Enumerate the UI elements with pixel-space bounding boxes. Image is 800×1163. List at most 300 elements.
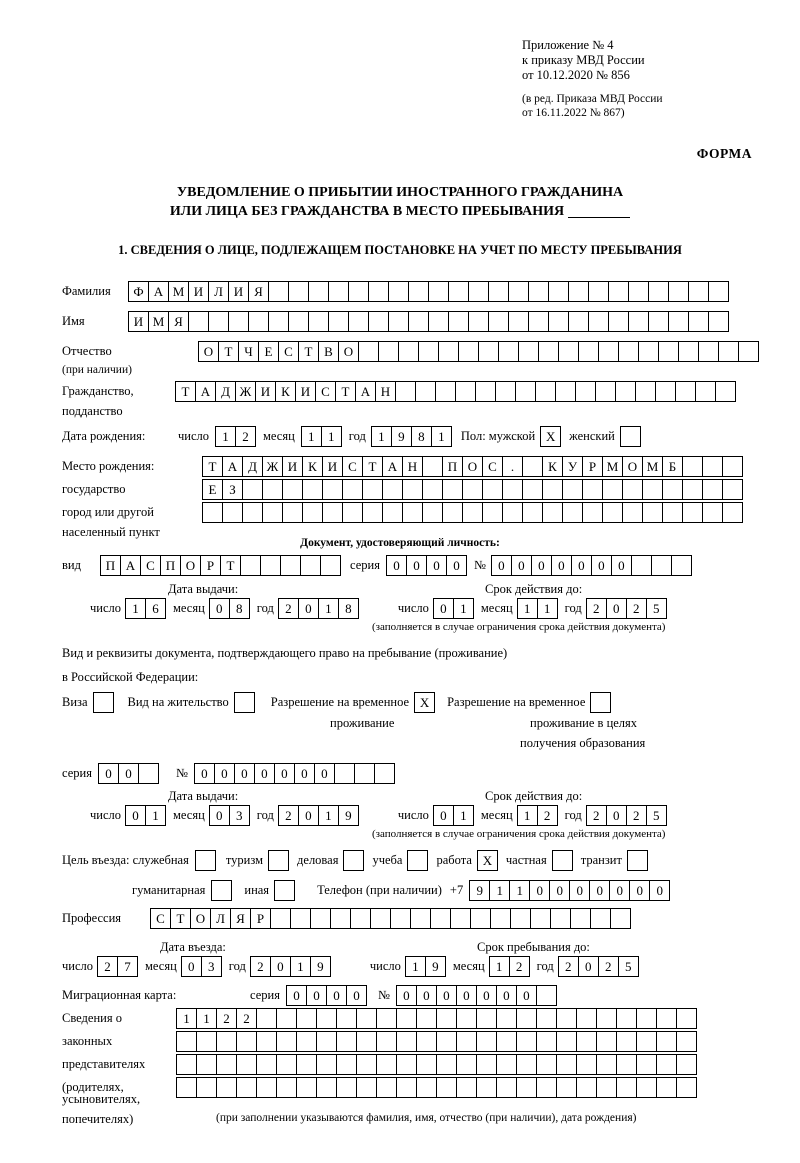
form-cell[interactable] bbox=[518, 341, 539, 362]
form-cell[interactable]: И bbox=[295, 381, 316, 402]
form-cell[interactable] bbox=[336, 1031, 357, 1052]
form-cell[interactable]: Б bbox=[662, 456, 683, 477]
form-cell[interactable] bbox=[682, 456, 703, 477]
form-cell[interactable] bbox=[676, 1054, 697, 1075]
form-cell[interactable]: 8 bbox=[411, 426, 432, 447]
form-cell[interactable]: З bbox=[222, 479, 243, 500]
form-cell[interactable] bbox=[462, 502, 483, 523]
form-cell[interactable] bbox=[468, 311, 489, 332]
form-cell[interactable]: Я bbox=[168, 311, 189, 332]
form-cell[interactable]: 2 bbox=[235, 426, 256, 447]
form-cell[interactable] bbox=[662, 479, 683, 500]
form-cell[interactable] bbox=[240, 555, 261, 576]
form-cell[interactable]: 0 bbox=[98, 763, 119, 784]
form-cell[interactable]: 0 bbox=[234, 763, 255, 784]
form-cell[interactable] bbox=[416, 1077, 437, 1098]
form-cell[interactable]: 2 bbox=[216, 1008, 237, 1029]
form-cell[interactable] bbox=[490, 908, 511, 929]
form-cell[interactable]: С bbox=[140, 555, 161, 576]
form-cell[interactable] bbox=[668, 281, 689, 302]
form-cell[interactable] bbox=[576, 1054, 597, 1075]
form-cell[interactable]: 2 bbox=[586, 805, 607, 826]
sex-female-checkbox[interactable] bbox=[620, 426, 641, 447]
form-cell[interactable]: Т bbox=[218, 341, 239, 362]
form-cell[interactable] bbox=[316, 1077, 337, 1098]
form-cell[interactable] bbox=[296, 1008, 317, 1029]
permit-valid-day-input[interactable] bbox=[433, 805, 473, 826]
form-cell[interactable] bbox=[302, 502, 323, 523]
form-cell[interactable] bbox=[270, 908, 291, 929]
form-cell[interactable] bbox=[715, 381, 736, 402]
form-cell[interactable] bbox=[562, 502, 583, 523]
form-cell[interactable] bbox=[568, 281, 589, 302]
form-cell[interactable]: П bbox=[442, 456, 463, 477]
form-cell[interactable]: 2 bbox=[598, 956, 619, 977]
form-cell[interactable] bbox=[415, 381, 436, 402]
form-cell[interactable] bbox=[656, 1031, 677, 1052]
form-cell[interactable] bbox=[356, 1031, 377, 1052]
form-cell[interactable] bbox=[558, 341, 579, 362]
form-cell[interactable] bbox=[658, 341, 679, 362]
form-cell[interactable] bbox=[688, 311, 709, 332]
form-cell[interactable]: 1 bbox=[453, 598, 474, 619]
form-cell[interactable]: Д bbox=[215, 381, 236, 402]
form-cell[interactable] bbox=[475, 381, 496, 402]
form-cell[interactable]: 0 bbox=[194, 763, 215, 784]
form-cell[interactable] bbox=[316, 1008, 337, 1029]
form-cell[interactable] bbox=[256, 1054, 277, 1075]
form-cell[interactable] bbox=[615, 381, 636, 402]
form-cell[interactable] bbox=[596, 1054, 617, 1075]
form-cell[interactable]: 0 bbox=[531, 555, 552, 576]
form-cell[interactable]: 1 bbox=[318, 805, 339, 826]
form-cell[interactable] bbox=[418, 341, 439, 362]
form-cell[interactable]: . bbox=[502, 456, 523, 477]
form-cell[interactable] bbox=[616, 1077, 637, 1098]
form-cell[interactable]: 0 bbox=[491, 555, 512, 576]
form-cell[interactable]: 0 bbox=[298, 598, 319, 619]
form-cell[interactable] bbox=[296, 1054, 317, 1075]
form-cell[interactable] bbox=[396, 1031, 417, 1052]
form-cell[interactable] bbox=[422, 456, 443, 477]
form-cell[interactable] bbox=[176, 1054, 197, 1075]
form-cell[interactable] bbox=[516, 1077, 537, 1098]
form-cell[interactable] bbox=[356, 1077, 377, 1098]
form-cell[interactable] bbox=[196, 1054, 217, 1075]
birthplace-city-input[interactable] bbox=[202, 479, 742, 500]
form-cell[interactable] bbox=[176, 1031, 197, 1052]
form-cell[interactable] bbox=[436, 1008, 457, 1029]
form-cell[interactable] bbox=[302, 479, 323, 500]
form-cell[interactable]: 0 bbox=[433, 598, 454, 619]
form-cell[interactable] bbox=[636, 1077, 657, 1098]
form-cell[interactable]: М bbox=[148, 311, 169, 332]
form-cell[interactable] bbox=[496, 1031, 517, 1052]
form-cell[interactable]: И bbox=[255, 381, 276, 402]
form-cell[interactable] bbox=[436, 1077, 457, 1098]
form-cell[interactable] bbox=[348, 311, 369, 332]
form-cell[interactable]: 0 bbox=[609, 880, 630, 901]
form-cell[interactable]: 2 bbox=[626, 805, 647, 826]
form-cell[interactable] bbox=[648, 311, 669, 332]
entry-month-input[interactable] bbox=[181, 956, 221, 977]
form-cell[interactable] bbox=[636, 1031, 657, 1052]
form-cell[interactable] bbox=[260, 555, 281, 576]
form-cell[interactable] bbox=[242, 502, 263, 523]
form-cell[interactable] bbox=[416, 1054, 437, 1075]
form-cell[interactable] bbox=[322, 502, 343, 523]
form-cell[interactable] bbox=[482, 479, 503, 500]
form-cell[interactable] bbox=[602, 502, 623, 523]
form-cell[interactable] bbox=[428, 281, 449, 302]
form-cell[interactable] bbox=[396, 1077, 417, 1098]
form-cell[interactable]: А bbox=[148, 281, 169, 302]
form-cell[interactable] bbox=[262, 479, 283, 500]
form-cell[interactable]: 0 bbox=[611, 555, 632, 576]
form-cell[interactable] bbox=[334, 763, 355, 784]
form-cell[interactable] bbox=[698, 341, 719, 362]
migration-number-input[interactable] bbox=[396, 985, 556, 1006]
form-cell[interactable] bbox=[468, 281, 489, 302]
form-cell[interactable] bbox=[408, 281, 429, 302]
form-cell[interactable]: Д bbox=[242, 456, 263, 477]
form-cell[interactable] bbox=[618, 341, 639, 362]
form-cell[interactable] bbox=[222, 502, 243, 523]
edu-residence-checkbox[interactable] bbox=[590, 692, 611, 713]
form-cell[interactable]: Н bbox=[375, 381, 396, 402]
form-cell[interactable] bbox=[522, 456, 543, 477]
form-cell[interactable] bbox=[508, 281, 529, 302]
form-cell[interactable]: А bbox=[382, 456, 403, 477]
form-cell[interactable] bbox=[354, 763, 375, 784]
form-cell[interactable] bbox=[476, 1008, 497, 1029]
form-cell[interactable] bbox=[596, 1031, 617, 1052]
form-cell[interactable]: 0 bbox=[446, 555, 467, 576]
form-cell[interactable]: 1 bbox=[537, 598, 558, 619]
form-cell[interactable]: 0 bbox=[649, 880, 670, 901]
form-cell[interactable] bbox=[488, 281, 509, 302]
form-cell[interactable]: К bbox=[542, 456, 563, 477]
form-cell[interactable]: 0 bbox=[386, 555, 407, 576]
form-cell[interactable] bbox=[320, 555, 341, 576]
legal-rep-input-1[interactable] bbox=[176, 1008, 696, 1029]
form-cell[interactable] bbox=[456, 1031, 477, 1052]
form-cell[interactable] bbox=[188, 311, 209, 332]
form-cell[interactable] bbox=[676, 1077, 697, 1098]
surname-input[interactable] bbox=[128, 281, 728, 302]
form-cell[interactable]: О bbox=[190, 908, 211, 929]
form-cell[interactable] bbox=[536, 985, 557, 1006]
form-cell[interactable]: 1 bbox=[517, 805, 538, 826]
form-cell[interactable]: Я bbox=[230, 908, 251, 929]
form-cell[interactable] bbox=[336, 1054, 357, 1075]
form-cell[interactable]: М bbox=[602, 456, 623, 477]
form-cell[interactable] bbox=[522, 479, 543, 500]
form-cell[interactable] bbox=[582, 502, 603, 523]
form-cell[interactable]: Т bbox=[335, 381, 356, 402]
form-cell[interactable]: 2 bbox=[509, 956, 530, 977]
form-cell[interactable]: 0 bbox=[406, 555, 427, 576]
form-cell[interactable]: И bbox=[128, 311, 149, 332]
form-cell[interactable] bbox=[362, 502, 383, 523]
form-cell[interactable] bbox=[702, 456, 723, 477]
form-cell[interactable] bbox=[328, 311, 349, 332]
form-cell[interactable]: 9 bbox=[425, 956, 446, 977]
form-cell[interactable] bbox=[516, 1031, 537, 1052]
form-cell[interactable] bbox=[376, 1054, 397, 1075]
form-cell[interactable] bbox=[516, 1054, 537, 1075]
form-cell[interactable] bbox=[268, 311, 289, 332]
form-cell[interactable]: 8 bbox=[229, 598, 250, 619]
form-cell[interactable]: 2 bbox=[278, 598, 299, 619]
form-cell[interactable] bbox=[631, 555, 652, 576]
form-cell[interactable]: С bbox=[315, 381, 336, 402]
form-cell[interactable]: 1 bbox=[321, 426, 342, 447]
purpose-work-checkbox[interactable]: X bbox=[477, 850, 498, 871]
form-cell[interactable] bbox=[496, 1054, 517, 1075]
form-cell[interactable] bbox=[488, 311, 509, 332]
form-cell[interactable]: Л bbox=[208, 281, 229, 302]
form-cell[interactable] bbox=[442, 479, 463, 500]
form-cell[interactable]: Н bbox=[402, 456, 423, 477]
form-cell[interactable]: М bbox=[642, 456, 663, 477]
form-cell[interactable] bbox=[598, 341, 619, 362]
purpose-tourism-checkbox[interactable] bbox=[268, 850, 289, 871]
form-cell[interactable] bbox=[402, 502, 423, 523]
form-cell[interactable] bbox=[398, 341, 419, 362]
form-cell[interactable] bbox=[470, 908, 491, 929]
form-cell[interactable] bbox=[456, 1054, 477, 1075]
form-cell[interactable] bbox=[455, 381, 476, 402]
form-cell[interactable]: 1 bbox=[431, 426, 452, 447]
form-cell[interactable] bbox=[402, 479, 423, 500]
form-cell[interactable]: 0 bbox=[578, 956, 599, 977]
form-cell[interactable] bbox=[608, 311, 629, 332]
form-cell[interactable] bbox=[276, 1054, 297, 1075]
form-cell[interactable] bbox=[508, 311, 529, 332]
form-cell[interactable] bbox=[556, 1031, 577, 1052]
form-cell[interactable] bbox=[370, 908, 391, 929]
purpose-business-checkbox[interactable] bbox=[343, 850, 364, 871]
form-cell[interactable]: 0 bbox=[551, 555, 572, 576]
form-cell[interactable]: А bbox=[222, 456, 243, 477]
form-cell[interactable] bbox=[662, 502, 683, 523]
form-cell[interactable] bbox=[570, 908, 591, 929]
purpose-transit-checkbox[interactable] bbox=[627, 850, 648, 871]
form-cell[interactable]: 0 bbox=[511, 555, 532, 576]
form-cell[interactable]: 0 bbox=[346, 985, 367, 1006]
form-cell[interactable]: У bbox=[562, 456, 583, 477]
purpose-study-checkbox[interactable] bbox=[407, 850, 428, 871]
form-cell[interactable]: И bbox=[228, 281, 249, 302]
form-cell[interactable] bbox=[495, 381, 516, 402]
form-cell[interactable] bbox=[336, 1008, 357, 1029]
form-cell[interactable] bbox=[542, 479, 563, 500]
form-cell[interactable] bbox=[642, 479, 663, 500]
form-cell[interactable] bbox=[738, 341, 759, 362]
patronymic-input[interactable] bbox=[198, 341, 758, 362]
form-cell[interactable] bbox=[374, 763, 395, 784]
form-cell[interactable]: 0 bbox=[125, 805, 146, 826]
permit-number-input[interactable] bbox=[194, 763, 394, 784]
name-input[interactable] bbox=[128, 311, 728, 332]
form-cell[interactable]: 0 bbox=[496, 985, 517, 1006]
form-cell[interactable]: 0 bbox=[286, 985, 307, 1006]
form-cell[interactable] bbox=[628, 311, 649, 332]
doc-valid-day-input[interactable] bbox=[433, 598, 473, 619]
form-cell[interactable]: 0 bbox=[549, 880, 570, 901]
form-cell[interactable]: 0 bbox=[214, 763, 235, 784]
form-cell[interactable] bbox=[550, 908, 571, 929]
form-cell[interactable] bbox=[436, 1031, 457, 1052]
form-cell[interactable]: О bbox=[462, 456, 483, 477]
birth-day-input[interactable] bbox=[215, 426, 255, 447]
form-cell[interactable]: О bbox=[338, 341, 359, 362]
form-cell[interactable] bbox=[635, 381, 656, 402]
form-cell[interactable] bbox=[138, 763, 159, 784]
form-cell[interactable] bbox=[642, 502, 663, 523]
form-cell[interactable] bbox=[368, 281, 389, 302]
form-cell[interactable] bbox=[256, 1031, 277, 1052]
form-cell[interactable] bbox=[248, 311, 269, 332]
form-cell[interactable] bbox=[538, 341, 559, 362]
form-cell[interactable] bbox=[722, 502, 743, 523]
form-cell[interactable] bbox=[516, 1008, 537, 1029]
form-cell[interactable] bbox=[356, 1008, 377, 1029]
form-cell[interactable] bbox=[256, 1077, 277, 1098]
form-cell[interactable] bbox=[436, 1054, 457, 1075]
form-cell[interactable] bbox=[316, 1054, 337, 1075]
form-cell[interactable]: 1 bbox=[176, 1008, 197, 1029]
form-cell[interactable] bbox=[416, 1008, 437, 1029]
form-cell[interactable] bbox=[548, 281, 569, 302]
form-cell[interactable]: 0 bbox=[591, 555, 612, 576]
stay-day-input[interactable] bbox=[405, 956, 445, 977]
birthplace-settlement-input[interactable] bbox=[202, 502, 742, 523]
form-cell[interactable] bbox=[535, 381, 556, 402]
form-cell[interactable]: О bbox=[622, 456, 643, 477]
form-cell[interactable] bbox=[236, 1054, 257, 1075]
form-cell[interactable]: И bbox=[322, 456, 343, 477]
form-cell[interactable]: 1 bbox=[517, 598, 538, 619]
form-cell[interactable] bbox=[422, 502, 443, 523]
form-cell[interactable] bbox=[590, 908, 611, 929]
form-cell[interactable] bbox=[416, 1031, 437, 1052]
permit-valid-month-input[interactable] bbox=[517, 805, 557, 826]
form-cell[interactable]: 2 bbox=[250, 956, 271, 977]
form-cell[interactable]: А bbox=[355, 381, 376, 402]
form-cell[interactable] bbox=[282, 502, 303, 523]
form-cell[interactable]: 0 bbox=[629, 880, 650, 901]
form-cell[interactable]: 9 bbox=[310, 956, 331, 977]
temp-residence-checkbox[interactable]: X bbox=[414, 692, 435, 713]
form-cell[interactable]: 1 bbox=[215, 426, 236, 447]
residence-permit-checkbox[interactable] bbox=[234, 692, 255, 713]
form-cell[interactable] bbox=[196, 1031, 217, 1052]
form-cell[interactable] bbox=[328, 281, 349, 302]
form-cell[interactable]: 1 bbox=[145, 805, 166, 826]
form-cell[interactable]: К bbox=[275, 381, 296, 402]
form-cell[interactable] bbox=[576, 1031, 597, 1052]
form-cell[interactable] bbox=[196, 1077, 217, 1098]
form-cell[interactable] bbox=[622, 479, 643, 500]
form-cell[interactable]: Т bbox=[298, 341, 319, 362]
form-cell[interactable]: 1 bbox=[489, 880, 510, 901]
form-cell[interactable] bbox=[708, 311, 729, 332]
visa-checkbox[interactable] bbox=[93, 692, 114, 713]
form-cell[interactable] bbox=[588, 281, 609, 302]
form-cell[interactable] bbox=[438, 341, 459, 362]
form-cell[interactable]: 1 bbox=[196, 1008, 217, 1029]
doc-kind-input[interactable] bbox=[100, 555, 340, 576]
form-cell[interactable]: С bbox=[150, 908, 171, 929]
doc-issue-year-input[interactable] bbox=[278, 598, 358, 619]
form-cell[interactable]: Ж bbox=[262, 456, 283, 477]
form-cell[interactable] bbox=[568, 311, 589, 332]
form-cell[interactable]: 0 bbox=[571, 555, 592, 576]
form-cell[interactable] bbox=[636, 1008, 657, 1029]
form-cell[interactable] bbox=[435, 381, 456, 402]
form-cell[interactable]: Т bbox=[202, 456, 223, 477]
form-cell[interactable] bbox=[395, 381, 416, 402]
form-cell[interactable]: 0 bbox=[209, 598, 230, 619]
form-cell[interactable]: 9 bbox=[338, 805, 359, 826]
permit-valid-year-input[interactable] bbox=[586, 805, 666, 826]
form-cell[interactable] bbox=[268, 281, 289, 302]
form-cell[interactable]: 0 bbox=[270, 956, 291, 977]
legal-rep-input-2[interactable] bbox=[176, 1031, 696, 1052]
purpose-service-checkbox[interactable] bbox=[195, 850, 216, 871]
form-cell[interactable]: 0 bbox=[306, 985, 327, 1006]
birth-month-input[interactable] bbox=[301, 426, 341, 447]
form-cell[interactable] bbox=[350, 908, 371, 929]
form-cell[interactable]: 2 bbox=[236, 1008, 257, 1029]
permit-issue-month-input[interactable] bbox=[209, 805, 249, 826]
entry-day-input[interactable] bbox=[97, 956, 137, 977]
form-cell[interactable]: 1 bbox=[318, 598, 339, 619]
form-cell[interactable] bbox=[296, 1031, 317, 1052]
form-cell[interactable] bbox=[330, 908, 351, 929]
form-cell[interactable] bbox=[476, 1077, 497, 1098]
migration-series-input[interactable] bbox=[286, 985, 366, 1006]
form-cell[interactable]: 2 bbox=[278, 805, 299, 826]
form-cell[interactable]: 0 bbox=[326, 985, 347, 1006]
birthplace-country-input[interactable] bbox=[202, 456, 742, 477]
form-cell[interactable] bbox=[216, 1054, 237, 1075]
form-cell[interactable]: В bbox=[318, 341, 339, 362]
form-cell[interactable] bbox=[556, 1077, 577, 1098]
form-cell[interactable] bbox=[358, 341, 379, 362]
form-cell[interactable] bbox=[280, 555, 301, 576]
form-cell[interactable] bbox=[448, 311, 469, 332]
form-cell[interactable]: Е bbox=[202, 479, 223, 500]
form-cell[interactable] bbox=[308, 311, 329, 332]
legal-rep-input-3[interactable] bbox=[176, 1054, 696, 1075]
form-cell[interactable] bbox=[616, 1031, 637, 1052]
form-cell[interactable] bbox=[678, 341, 699, 362]
form-cell[interactable] bbox=[408, 311, 429, 332]
form-cell[interactable] bbox=[656, 1077, 677, 1098]
form-cell[interactable]: 1 bbox=[509, 880, 530, 901]
form-cell[interactable]: Т bbox=[362, 456, 383, 477]
permit-issue-day-input[interactable] bbox=[125, 805, 165, 826]
form-cell[interactable] bbox=[336, 1077, 357, 1098]
form-cell[interactable]: 3 bbox=[201, 956, 222, 977]
form-cell[interactable]: 5 bbox=[646, 598, 667, 619]
form-cell[interactable]: 0 bbox=[606, 805, 627, 826]
form-cell[interactable] bbox=[382, 502, 403, 523]
form-cell[interactable] bbox=[676, 1008, 697, 1029]
